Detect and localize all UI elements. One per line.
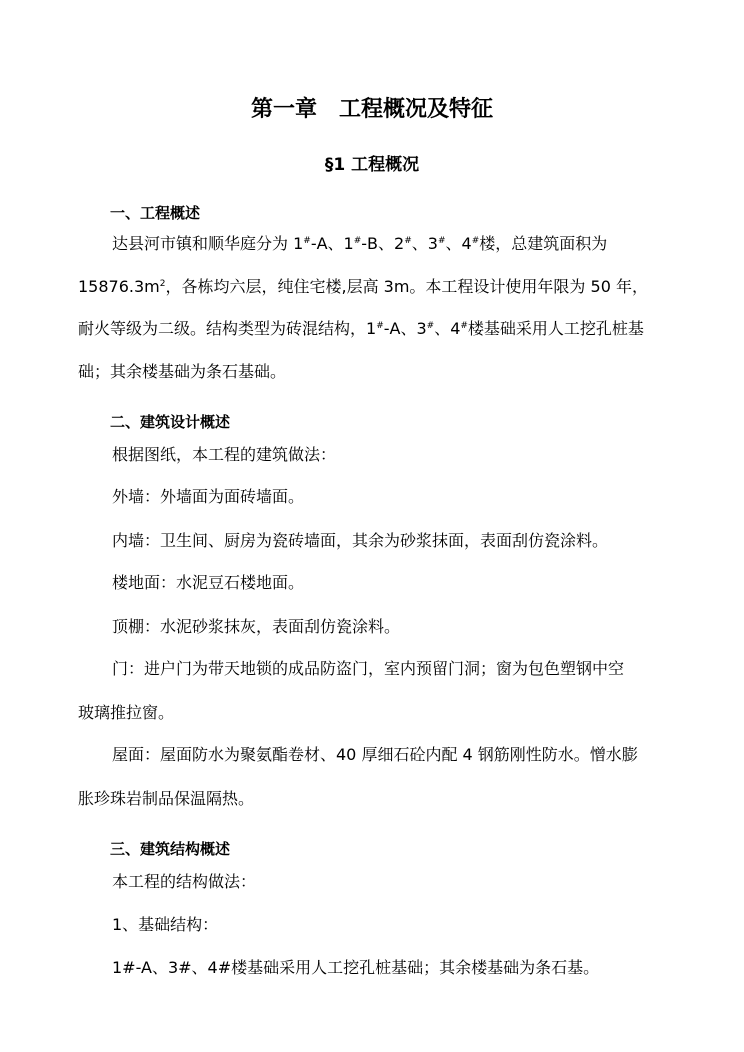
heading-architectural-design: 二、建筑设计概述 xyxy=(110,413,231,431)
foundation-structure-heading: 1、基础结构： xyxy=(112,915,219,934)
floor-text: 楼地面：水泥豆石楼地面。 xyxy=(112,573,305,592)
foundation-structure-text: 1#-A、3#、4#楼基础采用人工挖孔桩基础；其余楼基础为条石基。 xyxy=(112,958,600,977)
door-window-text-1: 门：进户门为带天地锁的成品防盗门，室内预留门洞；窗为包色塑钢中空 xyxy=(112,659,625,678)
overview-line-1: 达县河市镇和顺华庭分为 1#-A、1#-B、2#、3#、4#楼，总建筑面积为 xyxy=(112,234,608,253)
roof-text-1: 屋面：屋面防水为聚氨酯卷材、40 厚细石砼内配 4 钢筋刚性防水。憎水膨 xyxy=(112,745,638,764)
chapter-title xyxy=(0,92,744,123)
heading-structural-design: 三、建筑结构概述 xyxy=(110,840,231,858)
architecture-intro: 根据图纸，本工程的建筑做法： xyxy=(112,445,337,464)
outer-wall-text: 外墙：外墙面为面砖墙面。 xyxy=(112,487,305,506)
chapter-name: 工程概况及特征 xyxy=(339,97,494,122)
heading-project-overview: 一、工程概述 xyxy=(110,204,201,222)
door-window-text-2: 玻璃推拉窗。 xyxy=(78,703,175,722)
overview-line-3: 耐火等级为二级。结构类型为砖混结构，1#-A、3#、4#楼基础采用人工挖孔桩基 xyxy=(78,319,644,338)
overview-line-4: 础；其余楼基础为条石基础。 xyxy=(78,362,287,381)
inner-wall-text: 内墙：卫生间、厨房为瓷砖墙面，其余为砂浆抹面，表面刮仿瓷涂料。 xyxy=(112,531,609,550)
ceiling-text: 顶棚：水泥砂浆抹灰，表面刮仿瓷涂料。 xyxy=(112,617,401,636)
structure-intro: 本工程的结构做法： xyxy=(112,872,257,891)
overview-line-2: $15876.3m^2$，各栋均六层，纯住宅楼,层高 3m。本工程设计使用年限为 50 年， xyxy=(78,277,648,296)
chapter-number: 第一章 xyxy=(250,97,317,122)
section-title: §1 工程概况 xyxy=(324,155,420,175)
roof-text-2: 胀珍珠岩制品保温隔热。 xyxy=(78,789,255,808)
